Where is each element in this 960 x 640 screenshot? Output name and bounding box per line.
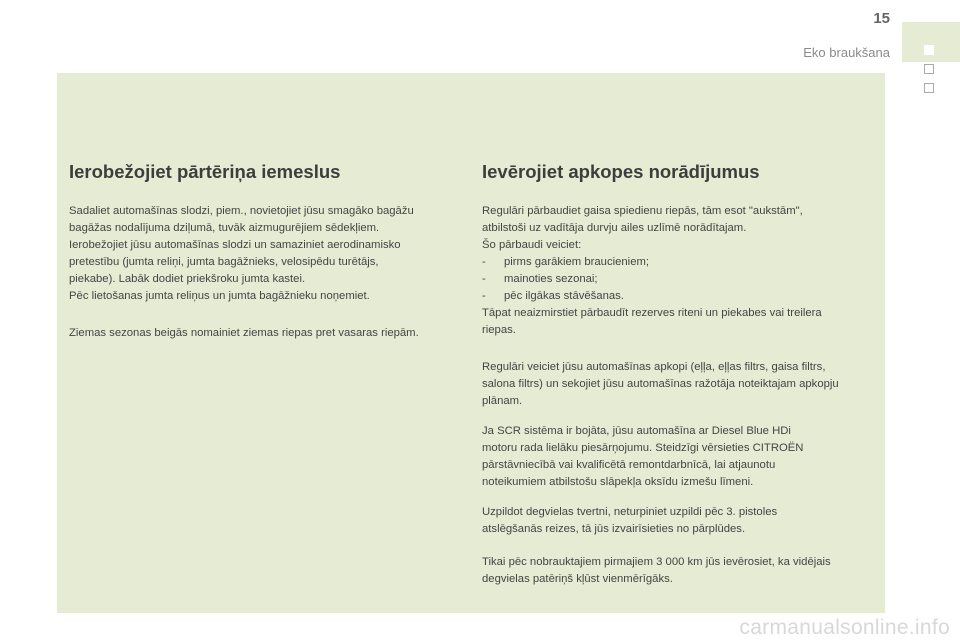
right-heading: Ievērojiet apkopes norādījumus [482, 161, 760, 182]
left-paragraph-1 [69, 203, 459, 305]
text-line: Sadaliet automašīnas slodzi, piem., novietojiet jūsu smagāko bagāžu [69, 205, 414, 217]
text-line: Tikai pēc nobrauktajiem pirmajiem 3 000 km jūs ievērosiet, ka vidējais [482, 556, 831, 568]
text-line: Pēc lietošanas jumta reliņus un jumta bagāžnieku noņemiet. [69, 290, 370, 302]
list-item [482, 254, 867, 271]
list-dash: - [482, 290, 486, 302]
list-item-text: pirms garākiem braucieniem; [504, 256, 650, 268]
text-line: plānam. [482, 395, 523, 407]
text-line: Ierobežojiet jūsu automašīnas slodzi un samaziniet aerodinamisko [69, 239, 401, 251]
section-title: Eko braukšana [803, 45, 890, 60]
chapter-marker-active [924, 45, 934, 55]
right-paragraph-5 [482, 554, 867, 588]
text-line: riepas. [482, 324, 516, 336]
list-dash: - [482, 256, 486, 268]
chapter-marker [924, 64, 934, 74]
text-line: atslēgšanās reizes, tā jūs izvairīsieties no pārplūdes. [482, 523, 746, 535]
text-line: atbilstoši uz vadītāja durvju ailes uzlīmē norādītajam. [482, 222, 747, 234]
page-number: 15 [873, 10, 890, 27]
text-line: Regulāri veiciet jūsu automašīnas apkopi (eļļa, eļļas filtrs, gaisa filtrs, [482, 361, 826, 373]
text-line: salona filtrs) un sekojiet jūsu automašīnas ražotāja noteiktajam apkopju [482, 378, 839, 390]
left-column [69, 161, 459, 355]
text-line: noteikumiem atbilstošu slāpekļa oksīdu izmešu līmeni. [482, 476, 754, 488]
text-line: piekabe). Labāk dodiet priekšroku jumta kastei. [69, 273, 306, 285]
list-dash: - [482, 273, 486, 285]
list-item-text: pēc ilgākas stāvēšanas. [504, 290, 624, 302]
chapter-tab-strip [902, 22, 960, 62]
text-line: Šo pārbaudi veiciet: [482, 239, 582, 251]
right-column [482, 161, 867, 601]
chapter-marker [924, 83, 934, 93]
left-paragraph-2 [69, 325, 459, 342]
text-line: Ziemas sezonas beigās nomainiet ziemas riepas pret vasaras riepām. [69, 327, 419, 339]
list-item-text: mainoties sezonai; [504, 273, 598, 285]
text-line: Regulāri pārbaudiet gaisa spiedienu riepās, tām esot "aukstām", [482, 205, 803, 217]
list-item [482, 271, 867, 288]
left-heading: Ierobežojiet pārtēriņa iemeslus [69, 161, 341, 182]
right-paragraph-4 [482, 504, 867, 538]
text-line: Uzpildot degvielas tvertni, neturpiniet uzpildi pēc 3. pistoles [482, 506, 778, 518]
text-line: motoru rada lielāku piesārņojumu. Steidzīgi vērsieties CITROËN [482, 442, 804, 454]
right-paragraph-1 [482, 203, 867, 339]
text-line: Ja SCR sistēma ir bojāta, jūsu automašīna ar Diesel Blue HDi [482, 425, 791, 437]
right-paragraph-3 [482, 423, 867, 491]
list-item [482, 288, 867, 305]
content-panel [57, 73, 885, 613]
right-paragraph-2 [482, 359, 867, 410]
watermark: carmanualsonline.info [739, 616, 950, 639]
text-line: pretestību (jumta reliņi, jumta bagāžnieks, velosipēdu turētājs, [69, 256, 379, 268]
text-line: degvielas patēriņš kļūst vienmērīgāks. [482, 573, 673, 585]
text-line: pārstāvniecībā vai kvalificētā remontdarbnīcā, lai atjaunotu [482, 459, 776, 471]
text-line: bagāžas nodalījuma dziļumā, tuvāk aizmugurējiem sēdekļiem. [69, 222, 380, 234]
text-line: Tāpat neaizmirstiet pārbaudīt rezerves riteni un piekabes vai treilera [482, 307, 822, 319]
